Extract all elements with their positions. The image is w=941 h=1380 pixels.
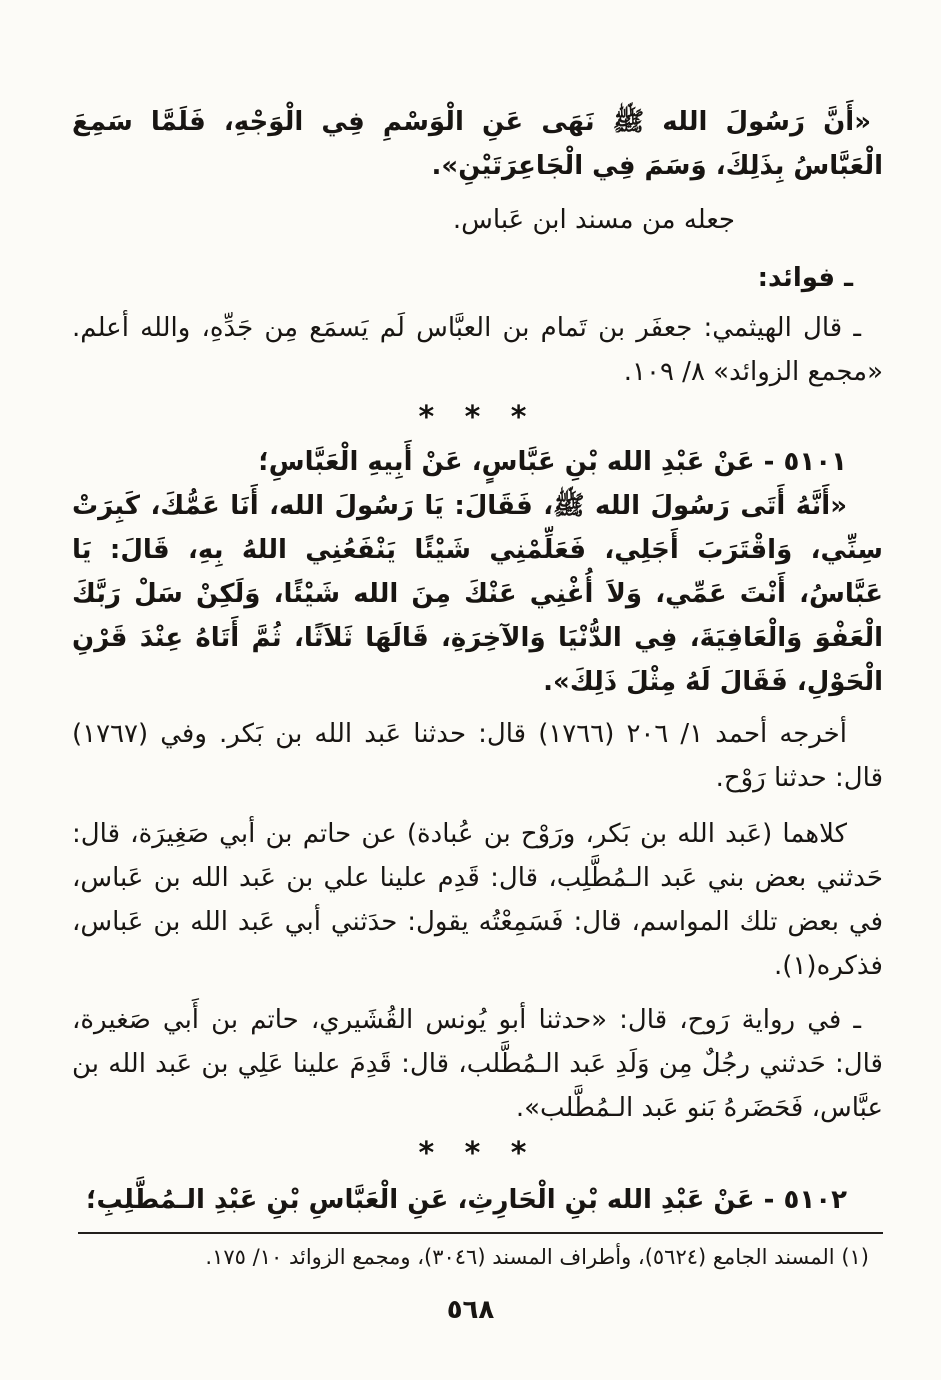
hadith-5101-header (72, 440, 883, 484)
hadith-isnad: عَنْ عَبْدِ الله بْنِ الْحَارِثِ، عَنِ الْعَبَّاسِ بْنِ عَبْدِ الـمُطَّلِبِ؛ (86, 1185, 755, 1215)
fawaid-heading: ـ فوائد: (757, 263, 853, 293)
hadith-5101-rawh-version: ـ في رواية رَوح، قال: «حدثنا أبو يُونس القُشَيري، حاتم بن أَبي صَغيرة، قال: حَدثني رجُلٌ مِن وَلَدِ عَبد الـمُطَّلب، قال: قَدِمَ علينا عَلِي بن عَبد الله بن عبَّاس، فَحَضَرهُ بَنو عَبد الـمُطَّلب». (72, 1005, 883, 1123)
haythami-note: ـ قال الهيثمي: جعفَر بن تَمام بن العبَّاس لَم يَسمَع مِن جَدِّهِ، والله أعلم. «مجمع الزوائد» ٨/ ١٠٩. (72, 313, 883, 387)
hadith-5101-narrators-note: كلاهما (عَبد الله بن بَكر، ورَوْح بن عُبادة) عن حاتم بن أبي صَغِيرَة، قال: حَدثني بعض بني عَبد الـمُطَّلِب، قال: قَدِم علينا علي بن عَبد الله بن عَباس، في بعض تلك المواسم، قال: فَسَمِعْتُه يقول: حدَثني أبي عَبد الله بن عَباس، فذكره(١). (72, 819, 883, 981)
section-separator: * * * (418, 1136, 537, 1171)
hadith-5101-matn: «أَنَّهُ أَتَى رَسُولَ الله ﷺ، فَقَالَ: يَا رَسُولَ الله، أَنَا عَمُّكَ، كَبِرَتْ سِنِّي، وَاقْتَرَبَ أَجَلِي، فَعَلِّمْنِي شَيْئًا يَنْفَعُنِي اللهُ بِهِ، قَالَ: يَا عَبَّاسُ، أَنْتَ عَمِّي، وَلاَ أُغْنِي عَنْكَ مِنَ الله شَيْئًا، وَلَكِنْ سَلْ رَبَّكَ الْعَفْوَ وَالْعَافِيَةَ، فِي الدُّنْيَا وَالآخِرَةِ، قَالَهَا ثَلاَثًا، ثُمَّ أَتَاهُ عِنْدَ قَرْنِ الْحَوْلِ، فَقَالَ لَهُ مِثْلَ ذَلِكَ». (72, 491, 883, 697)
hadith-isnad: عَنْ عَبْدِ الله بْنِ عَبَّاسٍ، عَنْ أَبِيهِ الْعَبَّاسِ؛ (258, 447, 755, 477)
page-number: ٥٦٨ (446, 1295, 495, 1325)
section-separator: * * * (418, 400, 537, 435)
hadith-5102-header (72, 1178, 883, 1222)
hadith-attribution: جعله من مسند ابن عَباس. (452, 205, 735, 235)
hadith-number: ٥١٠٢ - (763, 1185, 847, 1215)
previous-hadith-matn: «أَنَّ رَسُولَ الله ﷺ نَهَى عَنِ الْوَسْمِ فِي الْوَجْهِ، فَلَمَّا سَمِعَ الْعَبَّاسُ بِذَلِكَ، وَسَمَ فِي الْجَاعِرَتَيْنِ». (72, 107, 883, 181)
hadith-5101-takhrij: أخرجه أحمد ١/ ٢٠٦ (١٧٦٦) قال: حدثنا عَبد الله بن بَكر. وفي (١٧٦٧) قال: حدثنا رَوْح. (72, 719, 883, 793)
hadith-number: ٥١٠١ - (763, 447, 847, 477)
footnote-area (78, 1232, 883, 1274)
footnote-rule (78, 1232, 883, 1234)
footnote-text: (١) المسند الجامع (٥٦٢٤)، وأطراف المسند (٣٠٤٦)، ومجمع الزوائد ١٠/ ١٧٥. (205, 1245, 869, 1269)
